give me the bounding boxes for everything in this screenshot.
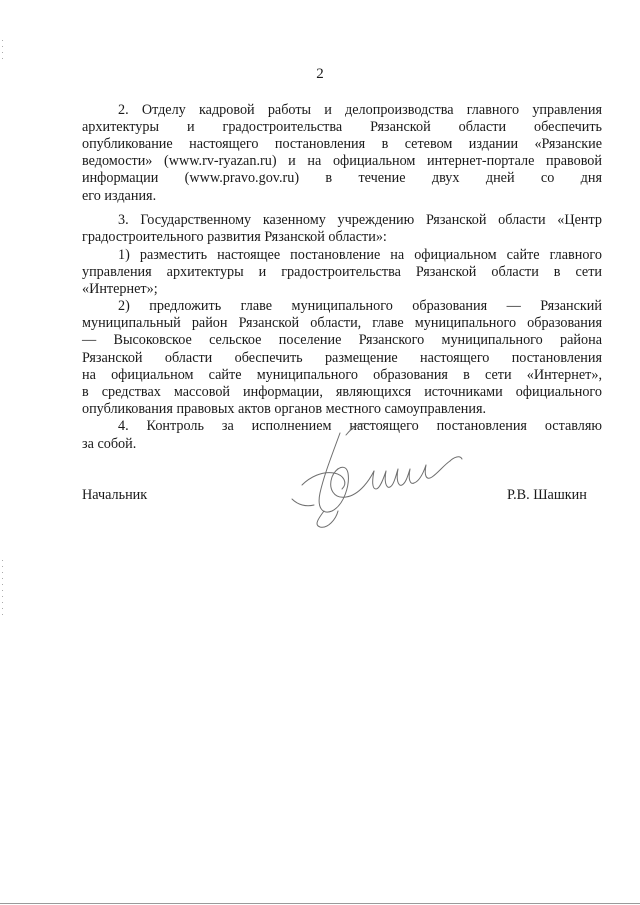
text-line: 3. Государственному казенному учреждению Рязанской области «Центр: [118, 212, 602, 228]
text-line: в средствах массовой информации, являющихся источниками официального: [82, 384, 602, 400]
text-line: управления архитектуры и градостроительства Рязанской области в сети: [82, 264, 602, 280]
scan-margin-marks: [2, 40, 3, 60]
text-line: его издания.: [82, 188, 157, 204]
text-line: 2) предложить главе муниципального образования — Рязанский: [118, 298, 602, 314]
text-line: опубликование настоящего постановления в сетевом издании «Рязанские: [82, 136, 602, 152]
scan-margin-marks: [2, 560, 3, 620]
text-line: архитектуры и градостроительства Рязанской области обеспечить: [82, 119, 602, 135]
text-line: 1) разместить настоящее постановление на официальном сайте главного: [118, 247, 602, 263]
text-line: Рязанской области обеспечить размещение настоящего постановления: [82, 350, 602, 366]
signatory-name: Р.В. Шашкин: [507, 487, 587, 503]
text-line: на официальном сайте муниципального образования в сети «Интернет»,: [82, 367, 602, 383]
page-number: 2: [316, 66, 324, 82]
text-line: за собой.: [82, 436, 137, 452]
text-line: муниципальный район Рязанской области, главе муниципального образования: [82, 315, 602, 331]
text-line: «Интернет»;: [82, 281, 158, 297]
text-line: — Высоковское сельское поселение Рязанского муниципального района: [82, 332, 602, 348]
text-line: ведомости» (www.rv-ryazan.ru) и на официальном интернет-портале правовой: [82, 153, 602, 169]
page-edge: [0, 903, 640, 904]
text-line: информации (www.pravo.gov.ru) в течение двух дней со дня: [82, 170, 602, 186]
text-line: 4. Контроль за исполнением настоящего постановления оставляю: [118, 418, 602, 434]
text-line: 2. Отделу кадровой работы и делопроизводства главного управления: [118, 102, 602, 118]
text-line: опубликования правовых актов органов местного самоуправления.: [82, 401, 487, 417]
text-line: градостроительного развития Рязанской области»:: [82, 229, 387, 245]
signatory-position: Начальник: [82, 487, 148, 503]
handwritten-signature: [262, 415, 482, 535]
